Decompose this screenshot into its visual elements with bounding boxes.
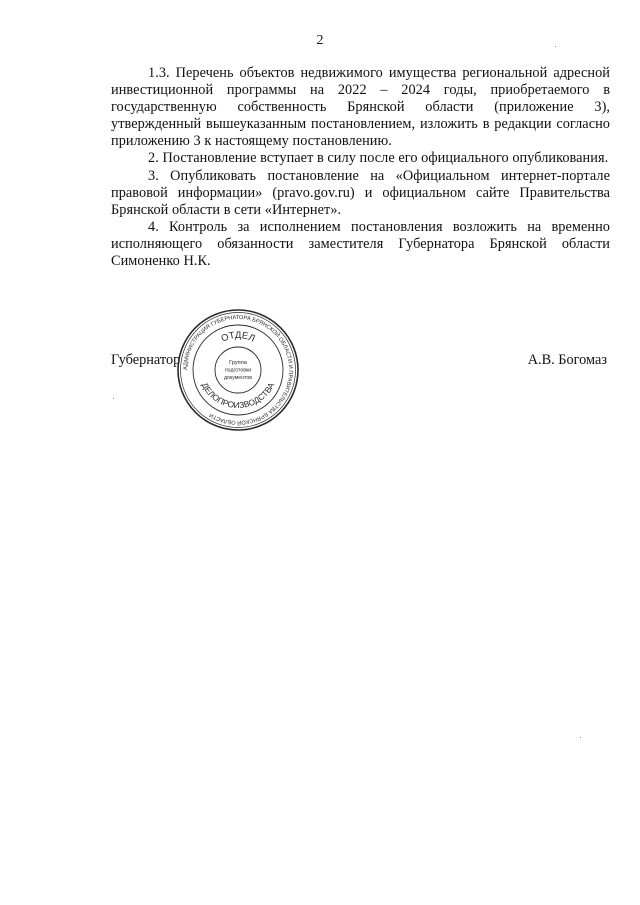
stamp-graphic bbox=[176, 308, 300, 432]
scan-speck bbox=[555, 46, 556, 47]
stamp-center-line-1: Группа bbox=[229, 360, 247, 366]
signature-name: А.В. Богомаз bbox=[527, 352, 607, 368]
scan-speck bbox=[580, 737, 581, 738]
paragraph-4: 4. Контроль за исполнением постановления возложить на временно исполняющего обязанности заместителя Губернатора Брянской области Симоненко Н.К. bbox=[111, 218, 610, 270]
paragraph-3: 3. Опубликовать постановление на «Официальном интернет-портале правовой информации» (pravo.gov.ru) и официальном сайте Правительства Брянской области в сети «Интернет». bbox=[111, 167, 610, 218]
stamp-arc-top: ОТДЕЛ bbox=[219, 329, 257, 345]
paragraph-2: 2. Постановление вступает в силу после его официального опубликования. bbox=[148, 150, 609, 167]
stamp-center-line-3: документов bbox=[223, 375, 253, 381]
stamp-arc-bottom: ДЕЛОПРОИЗВОДСТВА bbox=[199, 380, 277, 411]
page-number: 2 bbox=[316, 33, 324, 48]
official-stamp bbox=[176, 308, 300, 432]
stamp-center-line-2: подготовки bbox=[224, 367, 252, 374]
signature-title: Губернатор bbox=[111, 352, 181, 368]
document-body bbox=[111, 65, 610, 270]
paragraph-1-3: 1.3. Перечень объектов недвижимого имущества региональной адресной инвестиционной программы на 2022 – 2024 годы, приобретаемого в государственную собственность Брянской области (приложение 3), утвержденный вышеуказанным постановлением, изложить в редакции согласно приложению 3 к настоящему постановлению. bbox=[111, 65, 610, 150]
stamp-outer-text: АДМИНИСТРАЦИЯ ГУБЕРНАТОРА БРЯНСКОЙ ОБЛАСТИ И ПРАВИТЕЛЬСТВА БРЯНСКОЙ ОБЛАСТИ bbox=[182, 314, 294, 426]
scan-speck bbox=[113, 398, 114, 399]
